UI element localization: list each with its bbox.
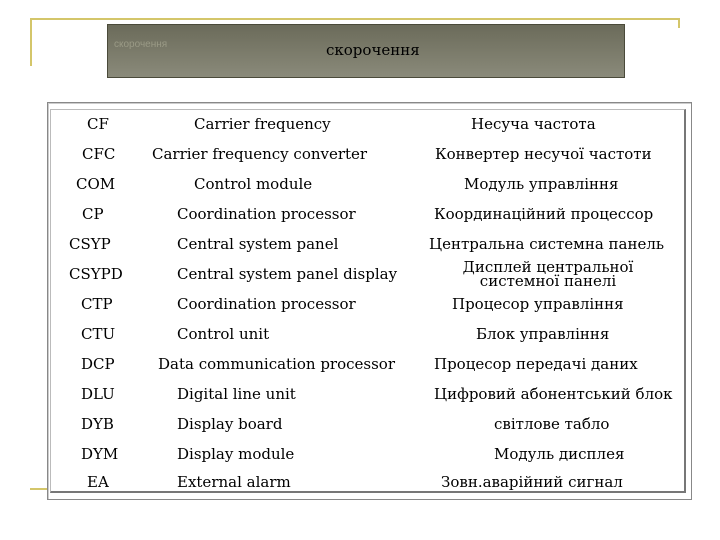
english-cell: Carrier frequency converter: [152, 145, 368, 163]
english-cell: Display board: [177, 415, 283, 433]
ukrainian-cell: Процесор управління: [452, 295, 624, 313]
abbr-cell: CFC: [82, 145, 116, 163]
table-row: [51, 260, 684, 290]
table-row: [51, 230, 684, 260]
title-ghost-label: скорочення: [114, 39, 168, 50]
table-row: [51, 380, 684, 410]
english-cell: Control unit: [177, 325, 270, 343]
abbr-cell: COM: [76, 175, 116, 193]
english-cell: Coordination processor: [177, 295, 356, 313]
table-row: [51, 110, 684, 140]
ukrainian-cell: Зовн.аварійний сигнал: [441, 473, 623, 491]
abbr-cell: DCP: [81, 355, 115, 373]
abbr-cell: CTP: [81, 295, 113, 313]
english-cell: Display module: [177, 445, 295, 463]
page-title: скорочення: [326, 41, 420, 59]
ukrainian-cell: Конвертер несучої частоти: [435, 145, 652, 163]
table-row: [51, 200, 684, 230]
ukrainian-cell: Центральна системна панель: [429, 235, 665, 253]
ukrainian-cell: Цифровий абонентський блок: [434, 385, 673, 403]
decor-line-left: [30, 18, 32, 66]
table-row: [51, 350, 684, 380]
abbreviation-table: [47, 102, 692, 500]
decor-line-right: [678, 18, 680, 28]
abbr-cell: CTU: [81, 325, 116, 343]
english-cell: Coordination processor: [177, 205, 356, 223]
abbr-cell: EA: [87, 473, 109, 491]
english-cell: Carrier frequency: [194, 115, 331, 133]
abbr-cell: CSYPD: [69, 265, 123, 283]
table-row: [51, 410, 684, 440]
abbr-cell: CF: [87, 115, 109, 133]
abbr-cell: DYB: [81, 415, 114, 433]
abbr-cell: DLU: [81, 385, 115, 403]
english-cell: Control module: [194, 175, 313, 193]
table-row: [51, 140, 684, 170]
english-cell: Central system panel: [177, 235, 339, 253]
abbr-cell: CSYP: [69, 235, 111, 253]
table-row: [51, 468, 684, 498]
ukrainian-cell: Модуль управління: [464, 175, 619, 193]
english-cell: Central system panel display: [177, 265, 398, 283]
abbr-cell: DYM: [81, 445, 119, 463]
abbr-cell: CP: [82, 205, 104, 223]
table-body: [50, 109, 686, 493]
ukrainian-cell: Блок управління: [476, 325, 610, 343]
english-cell: Digital line unit: [177, 385, 296, 403]
table-row: [51, 290, 684, 320]
table-row: [51, 440, 684, 470]
ukrainian-cell: Модуль дисплея: [494, 445, 625, 463]
ukrainian-cell: Дисплей центральної системної панелі: [462, 258, 634, 290]
ukrainian-cell: Координаційний процессор: [434, 205, 654, 223]
table-row: [51, 170, 684, 200]
table-row: [51, 320, 684, 350]
ukrainian-cell: Процесор передачі даних: [434, 355, 638, 373]
title-bar: [107, 24, 625, 78]
english-cell: Data communication processor: [158, 355, 396, 373]
ukrainian-cell: світлове табло: [494, 415, 610, 433]
decor-line-top: [30, 18, 680, 20]
ukrainian-cell: Несуча частота: [471, 115, 596, 133]
english-cell: External alarm: [177, 473, 291, 491]
